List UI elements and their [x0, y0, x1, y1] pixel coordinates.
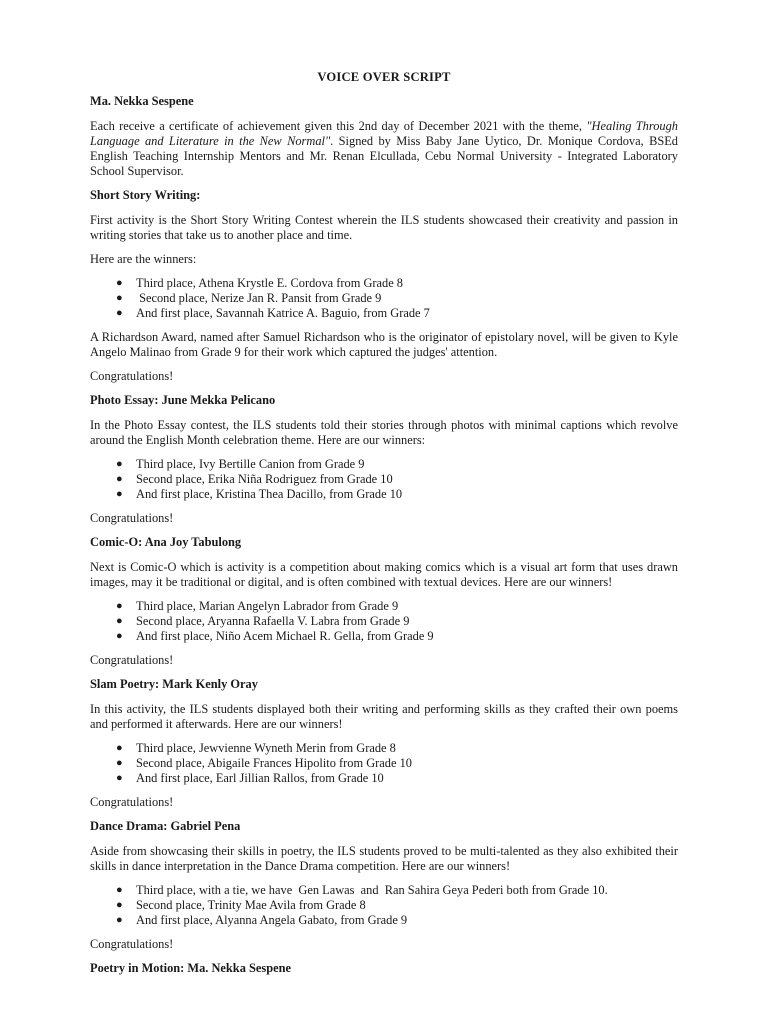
script-body [90, 70, 678, 986]
list-item [90, 771, 678, 786]
list-item [90, 472, 678, 487]
paragraph: A Richardson Award, named after Samuel Richardson who is the originator of epistolary novel, will be given to Kyle Angelo Malinao from Grade 9 for their work which captured the judges' attention. [90, 330, 678, 359]
paragraph: Aside from showcasing their skills in poetry, the ILS students proved to be multi-talented as they also exhibited their skills in dance interpretation in the Dance Drama competition. Here are our winners! [90, 844, 678, 873]
winner-text: Second place, Nerize Jan R. Pansit from Grade 9 [136, 291, 382, 305]
section-heading-poetry-in-motion: Poetry in Motion: Ma. Nekka Sespene [90, 961, 291, 975]
list-item [90, 898, 678, 913]
list-item [90, 741, 678, 756]
intro-theme-italic: "Healing Through Language and Literature in the New Normal" [90, 119, 678, 148]
congratulations-text: Congratulations! [90, 653, 174, 667]
winner-text: Second place, Aryanna Rafaella V. Labra from Grade 9 [136, 614, 410, 628]
intro-paragraph [90, 119, 678, 179]
congratulations-text: Congratulations! [90, 937, 174, 951]
bullet-icon: ● [116, 757, 123, 769]
bullet-icon: ● [116, 914, 123, 926]
paragraph: First activity is the Short Story Writing Contest wherein the ILS students showcased their creativity and passion in writing stories that take us to another place and time. [90, 213, 678, 242]
bullet-icon: ● [116, 615, 123, 627]
paragraph: Next is Comic-O which is activity is a competition about making comics which is a visual art form that uses drawn images, may it be traditional or digital, and is often combined with textual devices. Here are our winners! [90, 560, 678, 589]
winners-list [90, 741, 678, 786]
winners-list [90, 457, 678, 502]
winner-text: Third place, with a tie, we have Gen Lawas and Ran Sahira Geya Pederi both from Grade 10. [136, 883, 608, 897]
winner-text: Second place, Trinity Mae Avila from Grade 8 [136, 898, 366, 912]
winner-text: Third place, Marian Angelyn Labrador from Grade 9 [136, 599, 399, 613]
list-item [90, 756, 678, 771]
page-title: VOICE OVER SCRIPT [317, 70, 451, 84]
paragraph: Here are the winners: [90, 252, 197, 266]
list-item [90, 306, 678, 321]
congratulations-text: Congratulations! [90, 795, 174, 809]
bullet-icon: ● [116, 742, 123, 754]
section-heading-dance-drama: Dance Drama: Gabriel Pena [90, 819, 241, 833]
bullet-icon: ● [116, 600, 123, 612]
winner-text: Third place, Ivy Bertille Canion from Grade 9 [136, 457, 365, 471]
list-item [90, 291, 678, 306]
section-heading-intro: Ma. Nekka Sespene [90, 94, 194, 108]
bullet-icon: ● [116, 630, 123, 642]
winner-text: And first place, Kristina Thea Dacillo, from Grade 10 [136, 487, 403, 501]
winner-text: Third place, Athena Krystle E. Cordova from Grade 8 [136, 276, 404, 290]
section-heading-slam-poetry: Slam Poetry: Mark Kenly Oray [90, 677, 258, 691]
congratulations-text: Congratulations! [90, 511, 174, 525]
intro-text-before: Each receive a certificate of achievement given this 2nd day of December 2021 with the theme, [90, 119, 587, 133]
winner-text: And first place, Earl Jillian Rallos, from Grade 10 [136, 771, 384, 785]
bullet-icon: ● [116, 772, 123, 784]
list-item [90, 629, 678, 644]
section-heading-photo-essay: Photo Essay: June Mekka Pelicano [90, 393, 276, 407]
list-item [90, 913, 678, 928]
bullet-icon: ● [116, 292, 123, 304]
bullet-icon: ● [116, 488, 123, 500]
list-item [90, 487, 678, 502]
list-item [90, 883, 678, 898]
list-item [90, 276, 678, 291]
congratulations-text: Congratulations! [90, 369, 174, 383]
list-item [90, 614, 678, 629]
bullet-icon: ● [116, 884, 123, 896]
bullet-icon: ● [116, 473, 123, 485]
bullet-icon: ● [116, 277, 123, 289]
list-item [90, 457, 678, 472]
paragraph: In the Photo Essay contest, the ILS students told their stories through photos with minimal captions which revolve around the English Month celebration theme. Here are our winners: [90, 418, 678, 447]
winner-text: Second place, Abigaile Frances Hipolito from Grade 10 [136, 756, 412, 770]
winner-text: And first place, Niño Acem Michael R. Gella, from Grade 9 [136, 629, 434, 643]
winners-list [90, 883, 678, 928]
list-item [90, 599, 678, 614]
intro-text-after: . Signed by Miss Baby Jane Uytico, Dr. Monique Cordova, BSEd English Teaching Internship Mentors and Mr. Renan Elcullada, Cebu Normal University - Integrated Laboratory School Supervisor. [90, 134, 678, 178]
winner-text: Third place, Jewvienne Wyneth Merin from Grade 8 [136, 741, 396, 755]
bullet-icon: ● [116, 307, 123, 319]
bullet-icon: ● [116, 899, 123, 911]
section-heading-comic-o: Comic-O: Ana Joy Tabulong [90, 535, 242, 549]
section-heading-short-story: Short Story Writing: [90, 188, 201, 202]
paragraph: In this activity, the ILS students displayed both their writing and performing skills as they crafted their own poems and performed it afterwards. Here are our winners! [90, 702, 678, 731]
winners-list [90, 599, 678, 644]
winner-text: Second place, Erika Niña Rodriguez from Grade 10 [136, 472, 393, 486]
bullet-icon: ● [116, 458, 123, 470]
winner-text: And first place, Alyanna Angela Gabato, from Grade 9 [136, 913, 408, 927]
winners-list [90, 276, 678, 321]
winner-text: And first place, Savannah Katrice A. Baguio, from Grade 7 [136, 306, 430, 320]
